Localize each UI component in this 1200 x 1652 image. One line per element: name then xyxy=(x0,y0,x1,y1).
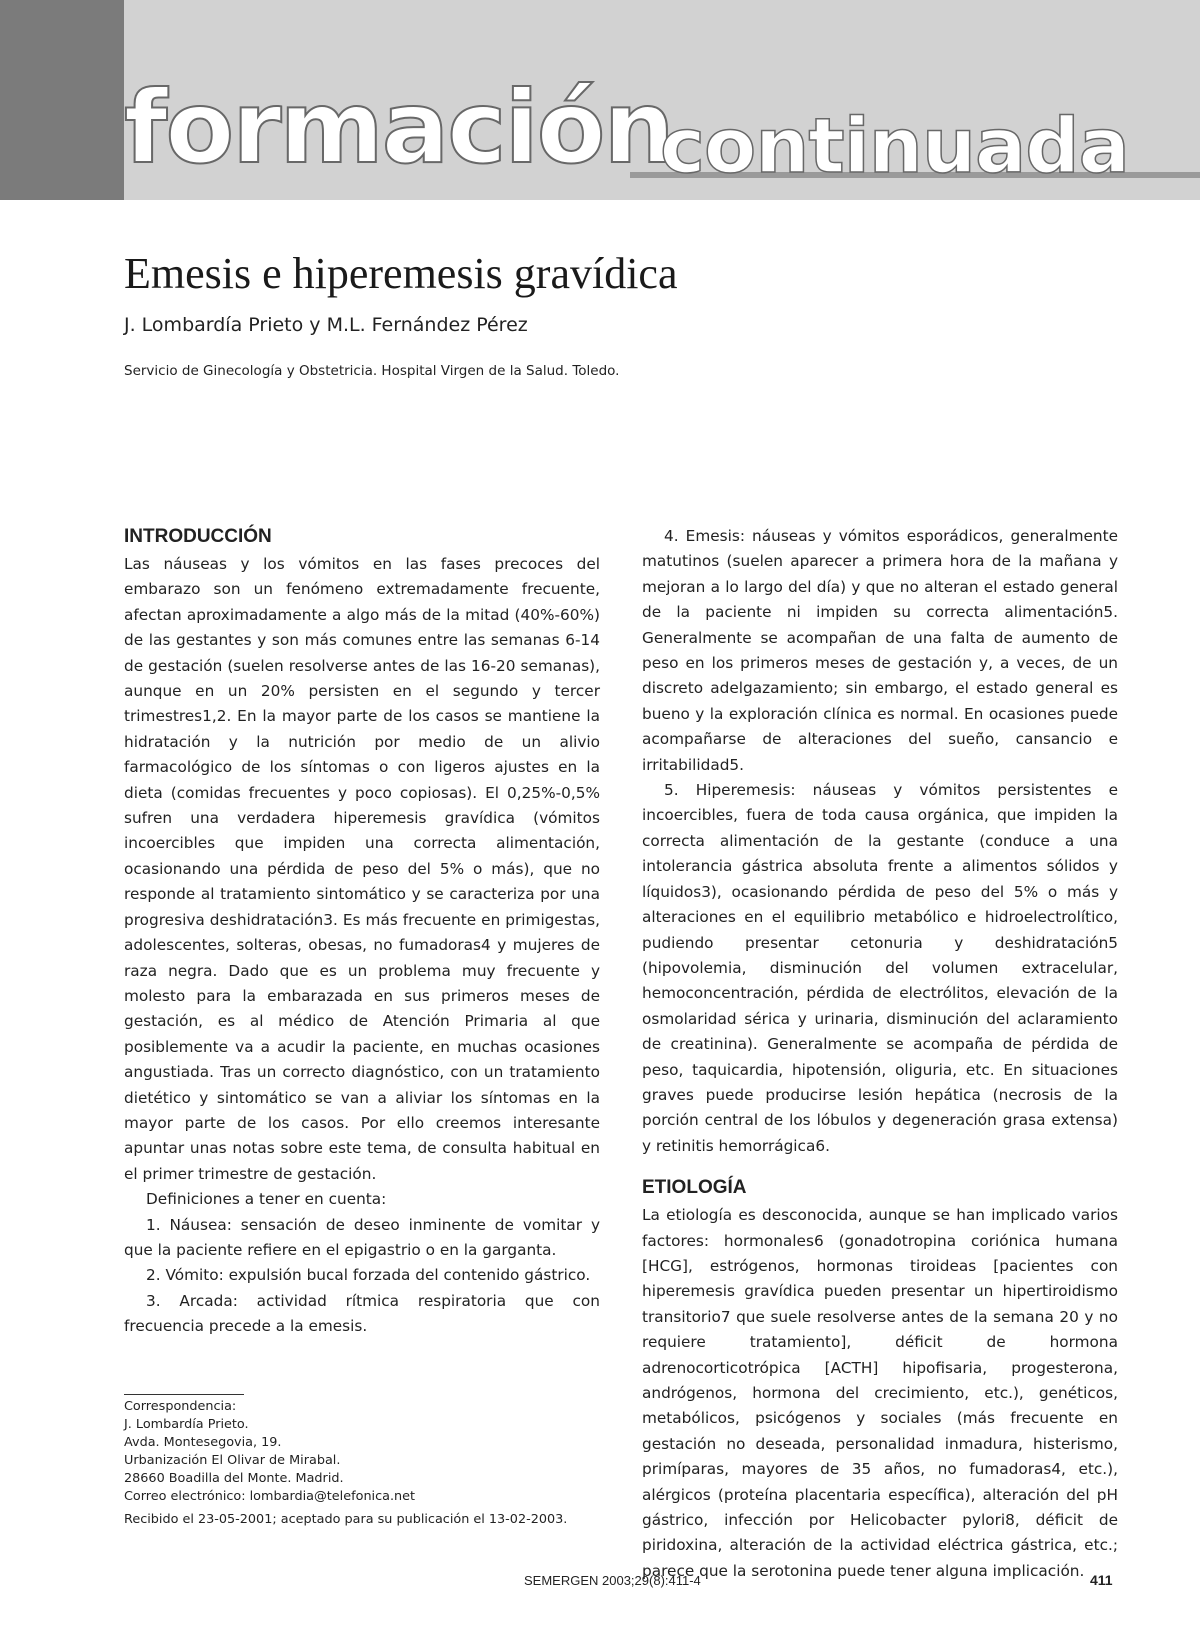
article-title: Emesis e hiperemesis gravídica xyxy=(124,249,678,298)
etiology-paragraph: La etiología es desconocida, aunque se han implicado varios factores: hormonales6 (gonadotropina coriónica humana [HCG], estrógenos, hormonas tiroideas [pacientes con hiperemesis gravídica pueden presentar un hipertiroidismo transitorio7 que suele resolverse antes de la semana 20 y no requiere tratamiento], déficit de hormona adrenocorticotrópica [ACTH] hipofisaria, progesterona, andrógenos, hormona del crecimiento, etc.), genéticos, metabólicos, psicógenos y sociales (más frecuente en gestación no deseada, personalidad inmadura, histerismo, primíparas, mayores de 35 años, no fumadoras4, etc.), alérgicos (proteína placentaria específica), alteración del pH gástrico, infección por Helicobacter pylori8, déficit de piridoxina, alteración de la actividad eléctrica gástrica, etc.; parece que la serotonina puede tener alguna implicación. xyxy=(642,1206,1118,1580)
footer-journal-citation: SEMERGEN 2003;29(8):411-4 xyxy=(524,1573,701,1588)
section-heading-introduccion: INTRODUCCIÓN xyxy=(124,526,272,547)
section-heading-etiologia: ETIOLOGÍA xyxy=(642,1177,747,1199)
definition-hiperemesis: 5. Hiperemesis: náuseas y vómitos persistentes e incoercibles, fuera de toda causa orgánica, que impiden la correcta alimentación de la gestante (conduce a una intolerancia gástrica absoluta frente a alimentos sólidos y líquidos3), ocasionando pérdida de peso del 5% o más y alteraciones en el equilibrio metabólico e hidroelectrolítico, pudiendo presentar cetonuria y deshidratación5 (hipovolemia, disminución del volumen extracelular, hemoconcentración, pérdida de electrólitos, elevación de la osmolaridad sérica y urinaria, disminución del aclaramiento de creatinina). Generalmente se acompaña de pérdida de peso, taquicardia, hipotensión, oliguria, etc. En situaciones graves puede producirse lesión hepática (necrosis de la porción central de los lóbulos y degeneración grasa extensa) y retinitis hemorrágica6. xyxy=(642,781,1118,1155)
correspondence-name: J. Lombardía Prieto. xyxy=(124,1417,249,1432)
article-affiliation: Servicio de Ginecología y Obstetricia. Hospital Virgen de la Salud. Toledo. xyxy=(124,363,620,379)
definition-emesis: 4. Emesis: náuseas y vómitos esporádicos, generalmente matutinos (suelen aparecer a primera hora de la mañana y mejoran a lo largo del día) y que no alteran el estado general de la paciente ni impiden su correcta alimentación5. Generalmente se acompañan de una falta de aumento de peso en los primeros meses de gestación y, a veces, de un discreto adelgazamiento; sin embargo, el estado general es bueno y la exploración clínica es normal. En ocasiones puede acompañarse de alteraciones del sueño, cansancio e irritabilidad5. xyxy=(642,527,1118,774)
banner-word-formacion: formación xyxy=(124,69,673,186)
definition-arcada: 3. Arcada: actividad rítmica respiratoria que con frecuencia precede a la emesis. xyxy=(124,1291,600,1336)
correspondence-urbanization: Urbanización El Olivar de Mirabal. xyxy=(124,1453,341,1468)
footnote-rule xyxy=(124,1394,244,1395)
correspondence-label: Correspondencia: xyxy=(124,1399,237,1414)
definitions-intro: Definiciones a tener en cuenta: xyxy=(146,1190,387,1209)
definition-vomito: 2. Vómito: expulsión bucal forzada del contenido gástrico. xyxy=(146,1266,591,1285)
banner-word-continuada: continuada xyxy=(660,101,1129,190)
intro-paragraph: Las náuseas y los vómitos en las fases precoces del embarazo son un fenómeno extremadamente frecuente, afectan aproximadamente a algo más de la mitad (40%-60%) de las gestantes y son más comunes entre las semanas 6-14 de gestación (suelen resolverse antes de las 16-20 semanas), aunque en un 20% persisten en el segundo y tercer trimestres1,2. En la mayor parte de los casos se mantiene la hidratación y la nutrición por medio de un alivio farmacológico de los síntomas o con ligeros ajustes en la dieta (comidas frecuentes y poco copiosas). El 0,25%-0,5% sufren una verdadera hiperemesis gravídica (vómitos incoercibles que impiden una correcta alimentación, ocasionando una pérdida de peso del 5% o más), que no responde al tratamiento sintomático y se caracteriza por una progresiva deshidratación3. Es más frecuente en primigestas, adolescentes, solteras, obesas, no fumadoras4 y mujeres de raza negra. Dado que es un problema muy frecuente y molesto para la embarazada en sus primeros meses de gestación, es al médico de Atención Primaria al que posiblemente va a acudir la paciente, en muchas ocasiones angustiada. Tras un correcto diagnóstico, con un tratamiento dietético y sintomático se van a aliviar los síntomas en la mayor parte de los casos. Por ello creemos interesante apuntar unas notas sobre este tema, de consulta habitual en el primer trimestre de gestación. xyxy=(124,555,600,1183)
correspondence-email: Correo electrónico: lombardia@telefonica.net xyxy=(124,1489,416,1504)
article-authors: J. Lombardía Prieto y M.L. Fernández Pérez xyxy=(124,314,528,336)
footer-page-number: 411 xyxy=(1090,1572,1113,1588)
correspondence-street: Avda. Montesegovia, 19. xyxy=(124,1435,282,1450)
correspondence-city: 28660 Boadilla del Monte. Madrid. xyxy=(124,1471,344,1486)
banner-left-bar xyxy=(0,0,124,200)
definition-nausea: 1. Náusea: sensación de deseo inminente de vomitar y que la paciente refiere en el epigastrio o en la garganta. xyxy=(124,1215,600,1259)
left-column xyxy=(124,524,600,1340)
correspondence-block xyxy=(124,1398,415,1506)
received-date: Recibido el 23-05-2001; aceptado para su publicación el 13-02-2003. xyxy=(124,1512,568,1527)
right-column xyxy=(642,524,1118,1584)
